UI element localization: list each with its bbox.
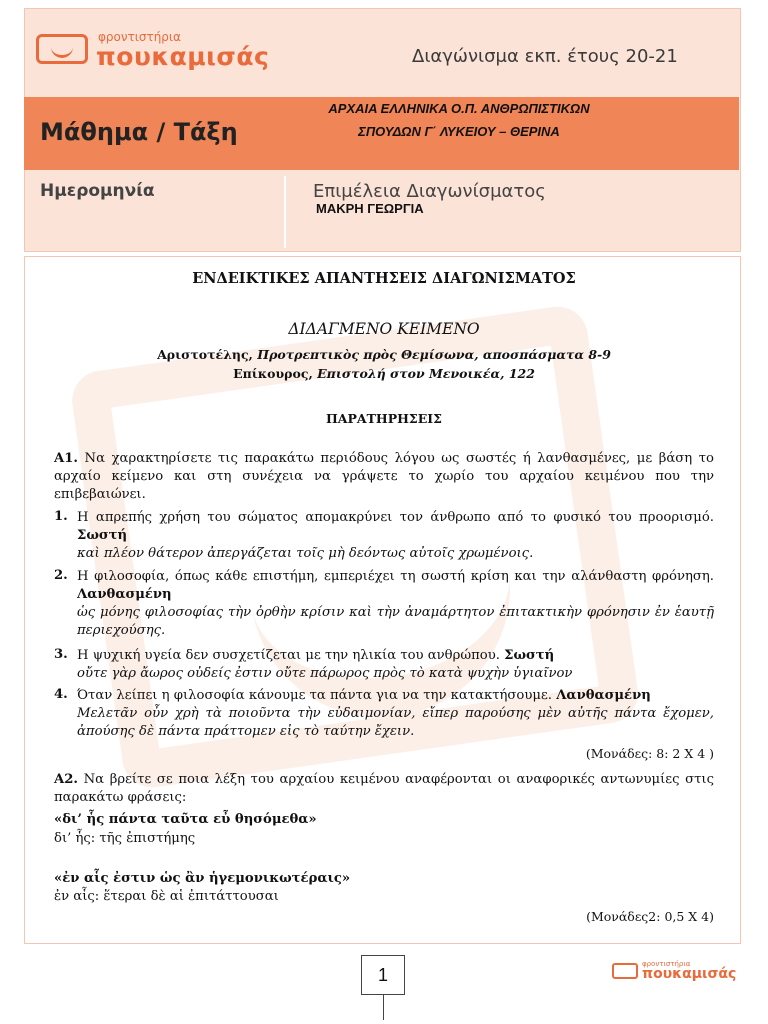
item-1-answer: Σωστή: [77, 528, 128, 543]
source-1-work: Προτρεπτικὸς πρὸς Θεμίσωνα, αποσπάσματα 8-9: [252, 347, 611, 362]
subject-label: Μάθημα / Τάξη: [40, 118, 238, 146]
item-2: [77, 568, 714, 640]
item-4-number: 4.: [54, 687, 68, 702]
source-1-author: Αριστοτέλης,: [157, 347, 253, 362]
page-number: 1: [361, 955, 405, 995]
page-number-line: [383, 995, 384, 1020]
source-2-author: Επίκουρος,: [233, 366, 313, 381]
footer-logo-title: πουκαμισάς: [642, 966, 737, 982]
item-1-number: 1.: [54, 509, 68, 524]
logo-subtitle: φροντιστήρια: [98, 30, 181, 44]
phrase-1: «δι’ ἧς πάντα ταῦτα εὖ θησόμεθα»: [54, 812, 317, 827]
question-a2: [54, 771, 714, 807]
a2-points: (Μονάδες2: 0,5 Χ 4): [586, 909, 714, 924]
observations-heading: ΠΑΡΑΤΗΡΗΣΕΙΣ: [326, 411, 442, 426]
answer-1: δι’ ἧς: τῆς ἐπιστήμης: [54, 831, 196, 846]
date-label: Ημερομηνία: [40, 181, 155, 201]
item-3-answer: Σωστή: [504, 648, 555, 663]
source-2: [54, 365, 714, 383]
header-divider: [284, 176, 286, 248]
subject-line-1: ΑΡΧΑΙΑ ΕΛΛΗΝΙΚΑ Ο.Π. ΑΝΘΡΩΠΙΣΤΙΚΩΝ: [328, 101, 590, 116]
question-a1-text: Να χαρακτηρίσετε τις παρακάτω περιόδους λόγου ως σωστές ή λανθασμένες, με βάση το αρχαίο κείμενο και στη συνέχεια να γράψετε το χωρίο του αρχαίου κειμένου που την επιβεβαιώνει.: [54, 451, 714, 502]
smile-logo-icon: [36, 34, 88, 64]
main-title: ΕΝΔΕΙΚΤΙΚΕΣ ΑΠΑΝΤΗΣΕΙΣ ΔΙΑΓΩΝΙΣΜΑΤΟΣ: [192, 270, 576, 287]
item-1: [77, 509, 714, 563]
source-2-work: Επιστολή στον Μενοικέα, 122: [312, 366, 535, 381]
item-2-text: Η φιλοσοφία, όπως κάθε επιστήμη, εμπεριέχει τη σωστή κρίση και την αλάνθαστη φρόνηση.: [77, 569, 714, 584]
item-3-text: Η ψυχική υγεία δεν συσχετίζεται με την ηλικία του ανθρώπου.: [77, 648, 500, 663]
a1-points: (Μονάδες: 8: 2 Χ 4 ): [585, 746, 714, 761]
question-a1: [54, 450, 714, 504]
phrase-2: «ἐν αἷς ἐστιν ὡς ἂν ἡγεμονικωτέραις»: [54, 871, 351, 886]
item-4-text: Όταν λείπει η φιλοσοφία κάνουμε τα πάντα για να την κατακτήσουμε.: [77, 688, 552, 703]
footer-logo: [612, 960, 742, 984]
editor-name: ΜΑΚΡΗ ΓΕΩΡΓΙΑ: [316, 201, 424, 216]
source-1: [54, 346, 714, 364]
item-4-answer: Λανθασμένη: [556, 688, 651, 703]
section-title: ΔΙΔΑΓΜΕΝΟ ΚΕΙΜΕΝΟ: [288, 320, 480, 338]
logo-title: πουκαμισάς: [96, 42, 270, 71]
question-a1-label: Α1.: [54, 451, 78, 466]
item-2-answer: Λανθασμένη: [77, 587, 172, 602]
item-2-number: 2.: [54, 568, 68, 583]
footer-smile-icon: [612, 963, 638, 979]
item-4: [77, 687, 714, 741]
question-a2-label: Α2.: [54, 772, 78, 787]
answer-2: ἐν αἷς: ἕτεραι δὲ αἱ ἐπιτάττουσαι: [54, 889, 279, 904]
item-3-quote: οὔτε γὰρ ἄωρος οὐδείς ἐστιν οὔτε πάρωρος πρὸς τὸ κατὰ ψυχὴν ὑγιαῖνον: [77, 666, 573, 681]
item-3: [77, 647, 714, 683]
item-4-quote: Μελετᾶν οὖν χρὴ τὰ ποιοῦντα τὴν εὐδαιμονίαν, εἴπερ παρούσης μὲν αὐτῆς πάντα ἔχομεν, ἀπούσης δὲ πάντα πράττομεν εἰς τὸ ταύτην ἔχειν.: [77, 706, 714, 739]
footer-logo-subtitle: φροντιστήρια: [642, 960, 691, 968]
item-1-quote: καὶ πλέον θάτερον ἀπεργάζεται τοῖς μὴ δεόντως αὐτοῖς χρωμένοις.: [77, 546, 534, 561]
exam-year: Διαγώνισμα εκπ. έτους 20-21: [412, 46, 678, 67]
item-1-text: Η απρεπής χρήση του σώματος απομακρύνει τον άνθρωπο από το φυσικό του προορισμό.: [77, 510, 714, 525]
brand-logo: [36, 28, 270, 72]
editor-label: Επιμέλεια Διαγωνίσματος: [313, 181, 546, 202]
subject-line-2: ΣΠΟΥΔΩΝ Γ΄ ΛΥΚΕΙΟΥ – ΘΕΡΙΝΑ: [358, 124, 560, 139]
item-2-quote: ὡς μόνης φιλοσοφίας τὴν ὀρθὴν κρίσιν καὶ τὴν ἀναμάρτητον ἐπιτακτικὴν φρόνησιν ἐν ἑαυτῇ περιεχούσης.: [77, 605, 714, 638]
question-a2-text: Να βρείτε σε ποια λέξη του αρχαίου κειμένου αναφέρονται οι αναφορικές αντωνυμίες στις παρακάτω φράσεις:: [54, 772, 714, 805]
item-3-number: 3.: [54, 647, 68, 662]
